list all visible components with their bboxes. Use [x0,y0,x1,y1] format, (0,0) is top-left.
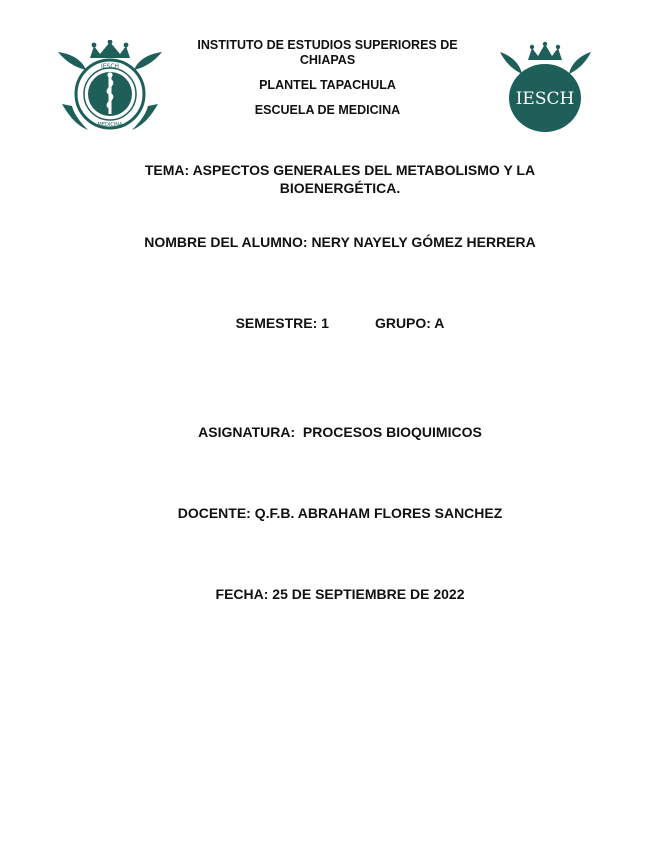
crest-text: IESCH [515,89,575,109]
teacher-name: DOCENTE: Q.F.B. ABRAHAM FLORES SANCHEZ [177,505,503,521]
institution-header [185,38,470,118]
campus-name: PLANTEL TAPACHULA [259,78,396,92]
semester-value: SEMESTRE: 1 [235,315,329,331]
subject-name: ASIGNATURA: PROCESOS BIOQUIMICOS [198,424,482,440]
logo-top-text: IESCH [100,63,120,70]
iesch-crest-icon [498,40,593,135]
school-name: ESCUELA DE MEDICINA [254,103,401,117]
date-value: FECHA: 25 DE SEPTIEMBRE DE 2022 [215,586,465,602]
semester-group-row [100,314,580,332]
medicina-logo-icon [56,40,164,140]
student-name: NOMBRE DEL ALUMNO: NERY NAYELY GÓMEZ HERRERA [144,234,536,250]
topic-title: TEMA: ASPECTOS GENERALES DEL METABOLISMO Y LA BIOENERGÉTICA. [144,162,536,196]
group-value: GRUPO: A [374,315,445,331]
institution-name: INSTITUTO DE ESTUDIOS SUPERIORES DE CHIAPAS [197,38,458,67]
logo-bottom-text: MEDICINA [97,122,123,128]
